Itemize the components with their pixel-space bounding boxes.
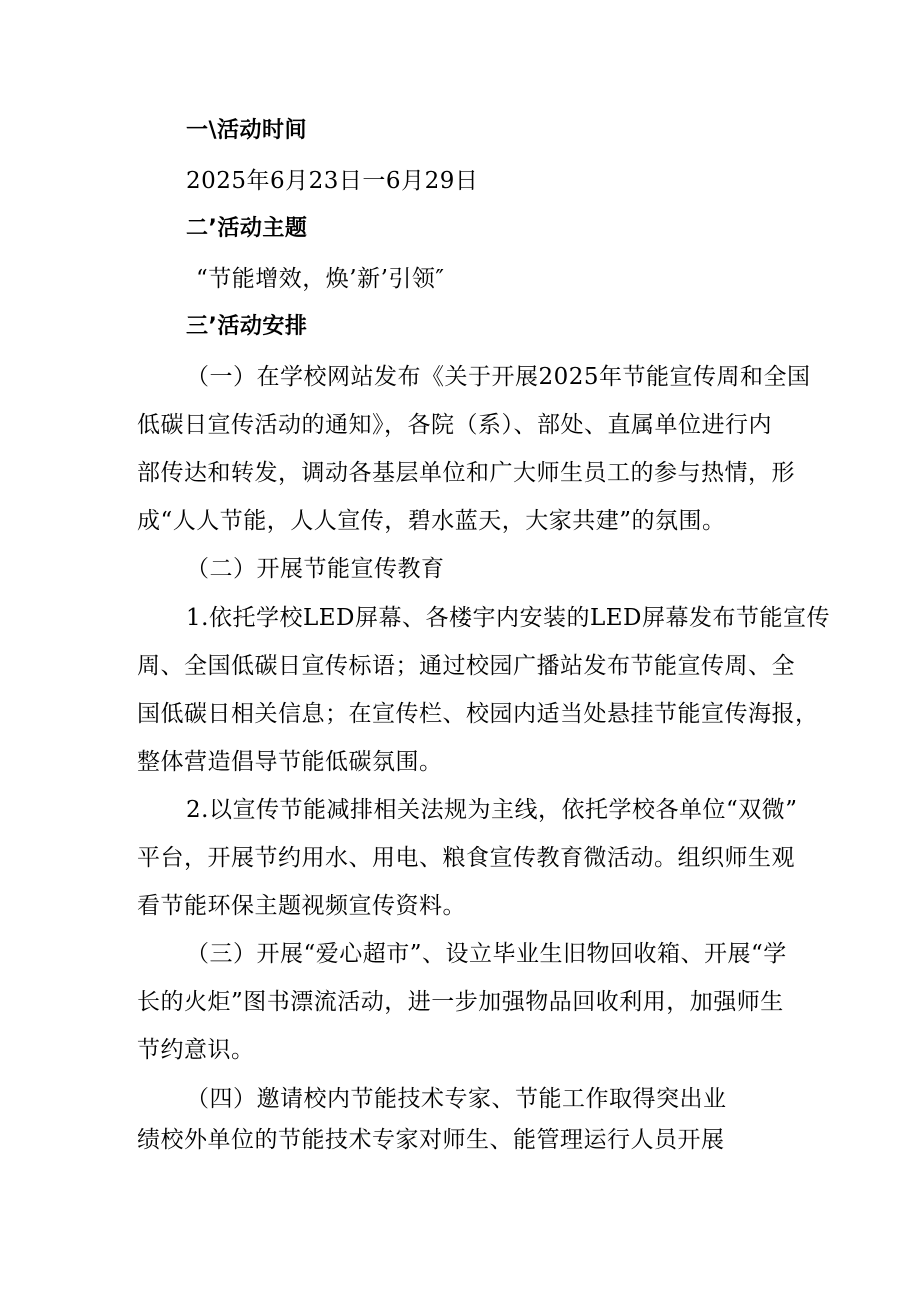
paragraph-line: 整体营造倡导节能低碳氛围。 xyxy=(137,749,443,775)
activity-date: 2025年6月23日一6月29日 xyxy=(186,168,479,194)
paragraph-line: 周、全国低碳日宣传标语；通过校园广播站发布节能宣传周、全 xyxy=(137,653,795,679)
paragraph-line: 国低碳日相关信息；在宣传栏、校园内适当处悬挂节能宣传海报， xyxy=(137,701,819,727)
paragraph-line: 成“人人节能，人人宣传，碧水蓝天，大家共建”的氛围。 xyxy=(137,508,726,534)
paragraph-line: 2.以宣传节能减排相关法规为主线，依托学校各单位“双微” xyxy=(186,797,798,823)
paragraph-line: 低碳日宣传活动的通知》，各院（系）、部处、直属单位进行内 xyxy=(137,412,772,438)
paragraph-line: 平台，开展节约用水、用电、粮食宣传教育微活动。组织师生观 xyxy=(137,845,795,871)
paragraph-line: 绩校外单位的节能技术专家对师生、能管理运行人员开展 xyxy=(137,1127,725,1153)
paragraph-line: （一）在学校网站发布《关于开展2025年节能宣传周和全国 xyxy=(186,364,811,390)
paragraph-line: 节约意识。 xyxy=(137,1037,255,1063)
paragraph-line: 看节能环保主题视频宣传资料。 xyxy=(137,893,466,919)
paragraph-line: 1.依托学校LED屏幕、各楼宇内安装的LED屏幕发布节能宣传 xyxy=(186,605,830,631)
section-heading-theme: 二’活动主题 xyxy=(186,216,308,241)
paragraph-line: 长的火炬”图书漂流活动，进一步加强物品回收利用，加强师生 xyxy=(137,989,784,1015)
paragraph-line: （二）开展节能宣传教育 xyxy=(186,556,445,582)
section-heading-time: 一\活动时间 xyxy=(186,118,308,143)
section-heading-arrangement: 三’活动安排 xyxy=(186,314,308,339)
paragraph-line: 部传达和转发，调动各基层单位和广大师生员工的参与热情，形 xyxy=(137,460,795,486)
activity-theme: “节能增效，焕’新’引领″ xyxy=(196,266,445,292)
paragraph-line: （四）邀请校内节能技术专家、节能工作取得突出业 xyxy=(186,1086,727,1112)
paragraph-line: （三）开展“爱心超市”、设立毕业生旧物回收箱、开展“学 xyxy=(186,941,787,967)
